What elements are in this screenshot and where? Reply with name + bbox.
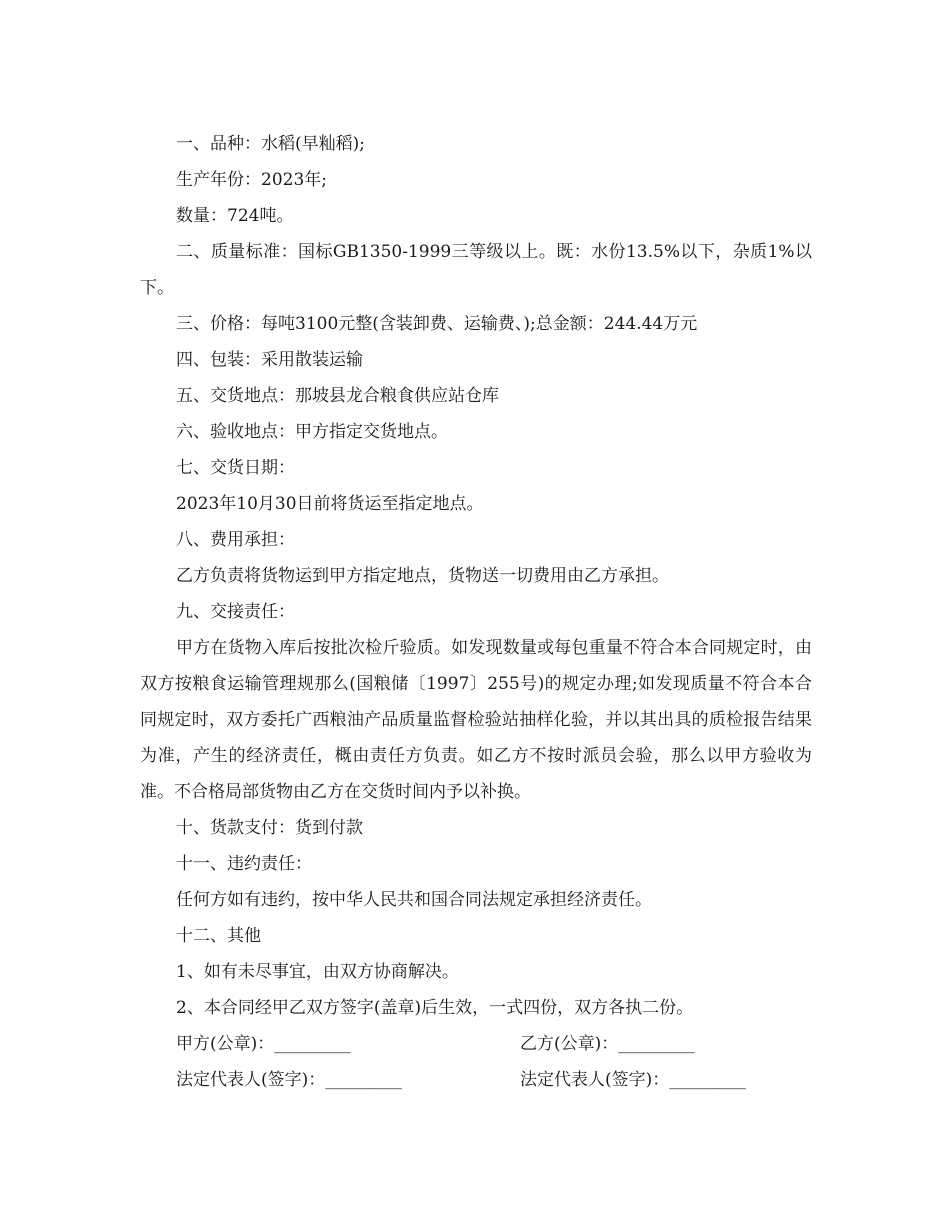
breach-text: 任何方如有违约，按中华人民共和国合同法规定承担经济责任。: [176, 890, 652, 910]
clause-payment: 十、货款支付：货到付款: [176, 818, 363, 838]
handover-text: 甲方在货物入库后按批次检斤验质。如发现数量或每包重量不符合本合同规定时，由双方按粮食运输管理规那么(国粮储〔1997〕255号)的规定办理;如发现质量不符合本合同规定时，双方委托广西粮油产品质量监督检验站抽样化验，并以其出具的质检报告结果为准，产生的经济责任，概由责任方负责。如乙方不按时派员会验，那么以甲方验收为准。不合格局部货物由乙方在交货时间内予以补换。: [140, 638, 812, 802]
clause-acceptance-place: 六、验收地点：甲方指定交货地点。: [176, 422, 448, 442]
cost-text: 乙方负责将货物运到甲方指定地点，货物送一切费用由乙方承担。: [176, 566, 669, 586]
delivery-date-text: 2023年10月30日前将货运至指定地点。: [176, 494, 484, 514]
clause-price: 三、价格：每吨3100元整(含装卸费、运输费、);总金额：244.44万元: [176, 314, 698, 334]
clause-packaging: 四、包装：采用散装运输: [176, 350, 363, 370]
clause-delivery-date-heading: 七、交货日期：: [176, 458, 295, 478]
clause-quality-standard: 二、质量标准：国标GB1350-1999三等级以上。既：水份13.5%以下，杂质1%以下。: [140, 242, 812, 298]
clause-breach-heading: 十一、违约责任：: [176, 854, 312, 874]
party-b-seal-line: 乙方(公章)：_________: [520, 1034, 695, 1054]
clause-handover-heading: 九、交接责任：: [176, 602, 295, 622]
clause-other-heading: 十二、其他: [176, 926, 261, 946]
clause-cost-heading: 八、费用承担：: [176, 530, 295, 550]
other-item-2: 2、本合同经甲乙双方签字(盖章)后生效，一式四份，双方各执二份。: [176, 998, 694, 1018]
other-item-1: 1、如有未尽事宜，由双方协商解决。: [176, 962, 459, 982]
clause-delivery-place: 五、交货地点：那坡县龙合粮食供应站仓库: [176, 386, 499, 406]
quantity: 数量：724吨。: [176, 206, 294, 226]
party-b-representative-line: 法定代表人(签字)：_________: [520, 1070, 746, 1090]
production-year: 生产年份：2023年;: [176, 170, 327, 190]
party-a-representative-line: 法定代表人(签字)：_________: [176, 1070, 402, 1090]
clause-variety: 一、品种：水稻(早籼稻);: [176, 134, 365, 154]
party-a-seal-line: 甲方(公章)：_________: [176, 1034, 351, 1054]
